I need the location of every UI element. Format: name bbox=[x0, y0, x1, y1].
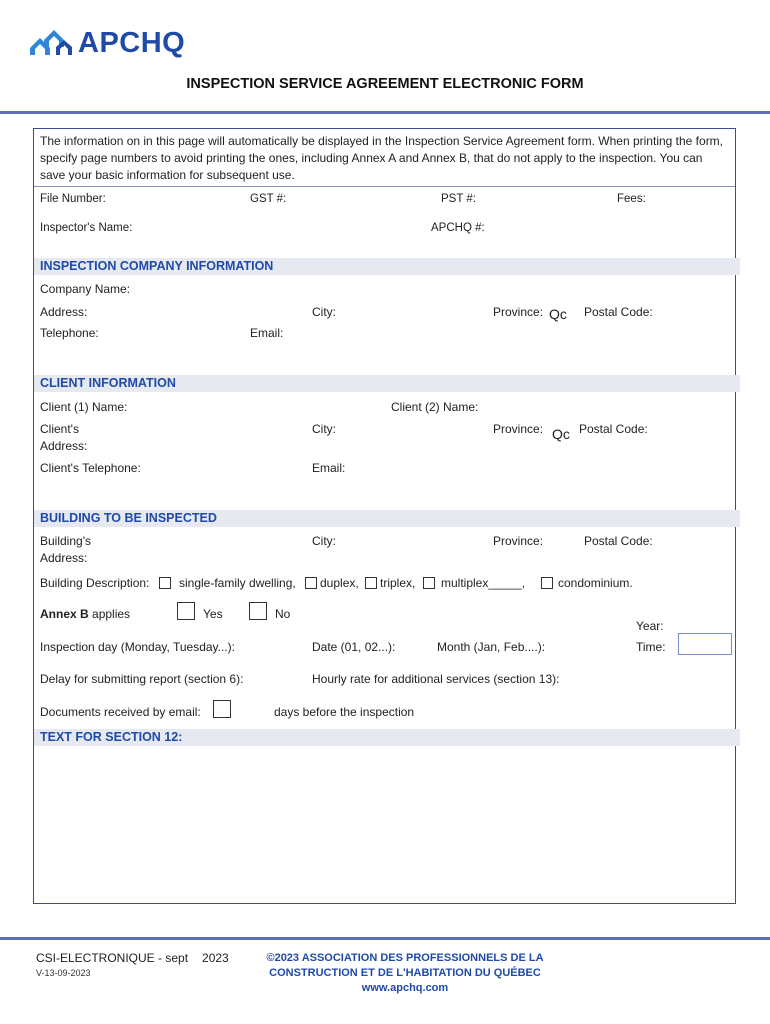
apchq-number-label: APCHQ #: bbox=[431, 222, 485, 234]
hourly-rate-label: Hourly rate for additional services (section 13): bbox=[312, 672, 560, 686]
building-address-label-line1: Building's bbox=[40, 534, 91, 548]
section12-textarea[interactable] bbox=[36, 748, 734, 901]
pst-label: PST #: bbox=[441, 193, 476, 205]
triplex-label: triplex, bbox=[380, 576, 416, 590]
header-rule bbox=[0, 111, 770, 114]
client-postal-code-label: Postal Code: bbox=[579, 422, 648, 436]
gst-label: GST #: bbox=[250, 193, 287, 205]
footer-code: CSI-ELECTRONIQUE - sept bbox=[36, 951, 189, 965]
fees-label: Fees: bbox=[617, 193, 646, 205]
file-number-label: File Number: bbox=[40, 193, 106, 205]
annex-b-yes-label: Yes bbox=[203, 607, 223, 621]
annex-b-no-checkbox[interactable] bbox=[249, 602, 267, 620]
building-description-label: Building Description: bbox=[40, 576, 150, 590]
client-province-value[interactable]: Qc bbox=[552, 426, 570, 442]
duplex-checkbox[interactable] bbox=[305, 577, 317, 589]
multiplex-label: multiplex_____, bbox=[441, 576, 526, 590]
company-city-label: City: bbox=[312, 305, 336, 319]
client-email-label: Email: bbox=[312, 461, 346, 475]
company-telephone-label: Telephone: bbox=[40, 326, 99, 340]
building-section-title: BUILDING TO BE INSPECTED bbox=[40, 511, 217, 525]
building-postal-code-label: Postal Code: bbox=[584, 534, 653, 548]
annex-b-yes-checkbox[interactable] bbox=[177, 602, 195, 620]
footer-form-code bbox=[36, 951, 229, 965]
delay-label: Delay for submitting report (section 6): bbox=[40, 672, 244, 686]
building-province-label: Province: bbox=[493, 534, 544, 548]
date-label: Date (01, 02...): bbox=[312, 640, 396, 654]
annex-b-rest: applies bbox=[88, 607, 131, 621]
company-section-header bbox=[34, 258, 740, 275]
company-province-label: Province: bbox=[493, 305, 544, 319]
section12-header bbox=[34, 729, 740, 746]
single-family-label: single-family dwelling, bbox=[179, 576, 296, 590]
house-roofs-icon bbox=[30, 28, 74, 58]
single-family-checkbox[interactable] bbox=[159, 577, 171, 589]
client-section-header bbox=[34, 375, 740, 392]
triplex-checkbox[interactable] bbox=[365, 577, 377, 589]
condominium-checkbox[interactable] bbox=[541, 577, 553, 589]
company-section-title: INSPECTION COMPANY INFORMATION bbox=[40, 259, 274, 273]
time-input[interactable] bbox=[678, 633, 732, 655]
company-postal-code-label: Postal Code: bbox=[584, 305, 653, 319]
client2-name-label: Client (2) Name: bbox=[391, 400, 479, 414]
intro-divider bbox=[34, 186, 735, 187]
footer-version: V-13-09-2023 bbox=[36, 968, 91, 978]
client1-name-label: Client (1) Name: bbox=[40, 400, 128, 414]
inspector-name-label: Inspector's Name: bbox=[40, 222, 133, 234]
section12-title: TEXT FOR SECTION 12: bbox=[40, 730, 183, 744]
footer-year: 2023 bbox=[202, 951, 229, 965]
footer-rule bbox=[0, 937, 770, 940]
client-province-label: Province: bbox=[493, 422, 544, 436]
page-title: INSPECTION SERVICE AGREEMENT ELECTRONIC FORM bbox=[186, 76, 584, 92]
company-address-label: Address: bbox=[40, 305, 88, 319]
duplex-label: duplex, bbox=[320, 576, 359, 590]
time-label: Time: bbox=[636, 640, 666, 654]
multiplex-checkbox[interactable] bbox=[423, 577, 435, 589]
company-name-label: Company Name: bbox=[40, 282, 131, 296]
building-address-label-line2: Address: bbox=[40, 551, 88, 565]
intro-text: The information on in this page will automatically be displayed in the Inspection Service Agreement form. When printing the form, specify page numbers to avoid printing the ones, including Annex A and Annex B, that do not apply to the inspection. You can save your basic information for subsequent use. bbox=[40, 134, 724, 182]
footer-org-line2: CONSTRUCTION ET DE L'HABITATION DU QUÉBEC bbox=[269, 967, 541, 979]
annex-b-bold: Annex B bbox=[40, 607, 89, 621]
company-province-value[interactable]: Qc bbox=[549, 306, 567, 322]
client-address-label-line1: Client's bbox=[40, 422, 79, 436]
documents-days-input[interactable] bbox=[213, 700, 231, 718]
apchq-logo bbox=[30, 26, 185, 60]
footer-organization bbox=[255, 951, 555, 996]
documents-email-label: Documents received by email: bbox=[40, 705, 201, 719]
client-address-label-line2: Address: bbox=[40, 439, 88, 453]
footer-org-line1: ©2023 ASSOCIATION DES PROFESSIONNELS DE LA bbox=[266, 952, 544, 964]
building-section-header bbox=[34, 510, 740, 527]
logo-text: APCHQ bbox=[78, 26, 186, 59]
annex-b-no-label: No bbox=[275, 607, 291, 621]
year-label: Year: bbox=[636, 619, 664, 633]
footer-website[interactable]: www.apchq.com bbox=[361, 982, 449, 994]
days-before-label: days before the inspection bbox=[274, 705, 415, 719]
annex-b-label bbox=[40, 607, 130, 621]
month-label: Month (Jan, Feb....): bbox=[437, 640, 546, 654]
client-telephone-label: Client's Telephone: bbox=[40, 461, 141, 475]
condominium-label: condominium. bbox=[558, 576, 633, 590]
inspection-day-label: Inspection day (Monday, Tuesday...): bbox=[40, 640, 235, 654]
building-city-label: City: bbox=[312, 534, 336, 548]
client-city-label: City: bbox=[312, 422, 336, 436]
company-email-label: Email: bbox=[250, 326, 284, 340]
client-section-title: CLIENT INFORMATION bbox=[40, 376, 176, 390]
